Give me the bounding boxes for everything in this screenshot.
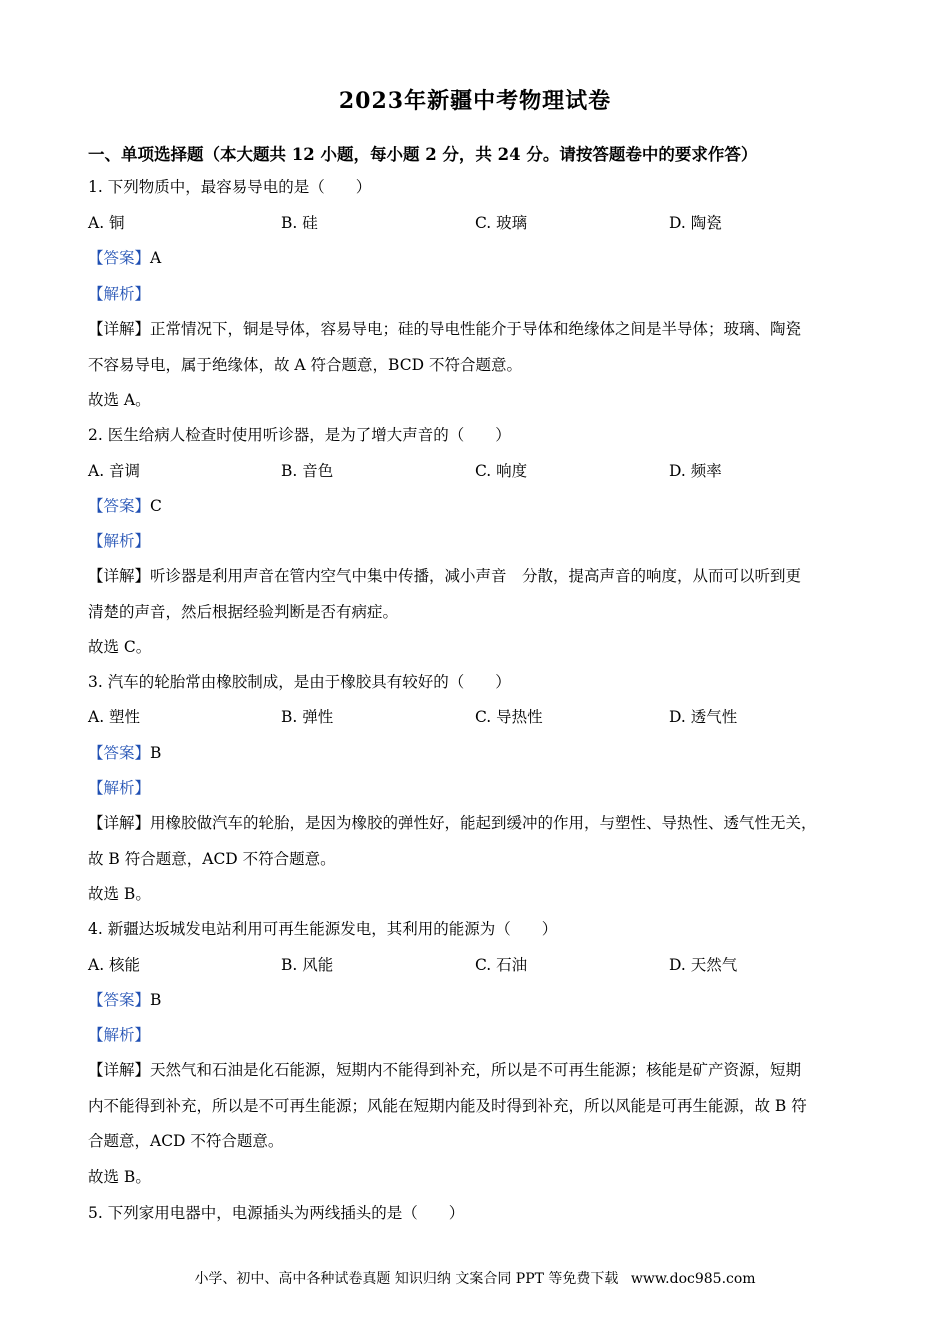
answer-value: C [150, 497, 162, 515]
option-b: B. 硅 [281, 214, 318, 232]
detail-line: 故 B 符合题意，ACD 不符合题意。 [88, 850, 336, 868]
conclusion: 故选 B。 [88, 885, 151, 903]
option-b: B. 弹性 [281, 708, 334, 726]
section-heading: 一、单项选择题（本大题共 12 小题，每小题 2 分，共 24 分。请按答题卷中的要求作答） [88, 145, 758, 164]
analysis-tag: 【解析】 [88, 285, 151, 303]
detail-text: 正常情况下，铜是导体，容易导电；硅的导电性能介于导体和绝缘体之间是半导体；玻璃、陶瓷 [150, 320, 802, 338]
option-d: D. 频率 [669, 462, 722, 480]
answer-value: B [150, 991, 162, 1009]
conclusion: 故选 B。 [88, 1168, 151, 1186]
detail-tag: 【详解】 [88, 320, 151, 338]
question-stem: 4. 新疆达坂城发电站利用可再生能源发电，其利用的能源为（ ） [88, 920, 558, 938]
option-a: A. 音调 [88, 462, 141, 480]
detail-line: 内不能得到补充，所以是不可再生能源；风能在短期内能及时得到补充，所以风能是可再生能源，故 B 符 [88, 1097, 807, 1115]
detail-line [88, 565, 801, 587]
analysis-tag: 【解析】 [88, 779, 151, 797]
option-c: C. 导热性 [475, 708, 543, 726]
detail-line: 清楚的声音，然后根据经验判断是否有病症。 [88, 603, 399, 621]
detail-line: 合题意，ACD 不符合题意。 [88, 1132, 284, 1150]
answer-tag: 【答案】 [88, 249, 151, 267]
answer-line [88, 247, 161, 269]
detail-tag: 【详解】 [88, 814, 151, 832]
option-a: A. 塑性 [88, 708, 141, 726]
question-stem: 3. 汽车的轮胎常由橡胶制成，是由于橡胶具有较好的（ ） [88, 673, 511, 691]
detail-text: 用橡胶做汽车的轮胎，是因为橡胶的弹性好，能起到缓冲的作用，与塑性、导热性、透气性无关， [150, 814, 817, 832]
conclusion: 故选 C。 [88, 638, 152, 656]
question-stem: 1. 下列物质中，最容易导电的是（ ） [88, 178, 372, 196]
page-title: 2023年新疆中考物理试卷 [338, 88, 612, 114]
detail-line [88, 1059, 801, 1081]
footer-url[interactable]: www.doc985.com [630, 1271, 756, 1287]
option-d: D. 天然气 [669, 956, 738, 974]
analysis-tag: 【解析】 [88, 532, 151, 550]
detail-tag: 【详解】 [88, 1061, 151, 1079]
answer-tag: 【答案】 [88, 744, 151, 762]
option-b: B. 音色 [281, 462, 334, 480]
answer-value: B [150, 744, 162, 762]
detail-line [88, 812, 817, 834]
detail-line [88, 318, 801, 340]
option-c: C. 响度 [475, 462, 528, 480]
option-a: A. 核能 [88, 956, 141, 974]
answer-tag: 【答案】 [88, 497, 151, 515]
answer-line [88, 989, 161, 1011]
detail-text: 听诊器是利用声音在管内空气中集中传播，减小声音 分散，提高声音的响度，从而可以听到更 [150, 567, 802, 585]
answer-line [88, 495, 162, 517]
option-d: D. 陶瓷 [669, 214, 722, 232]
footer-text: 小学、初中、高中各种试卷真题 知识归纳 文案合同 PPT 等免费下载 [194, 1271, 619, 1287]
question-stem: 2. 医生给病人检查时使用听诊器，是为了增大声音的（ ） [88, 426, 511, 444]
answer-tag: 【答案】 [88, 991, 151, 1009]
option-c: C. 石油 [475, 956, 528, 974]
answer-value: A [150, 249, 162, 267]
page-footer [0, 1268, 950, 1288]
detail-tag: 【详解】 [88, 567, 151, 585]
option-c: C. 玻璃 [475, 214, 528, 232]
option-a: A. 铜 [88, 214, 125, 232]
answer-line [88, 742, 161, 764]
option-d: D. 透气性 [669, 708, 738, 726]
question-stem: 5. 下列家用电器中，电源插头为两线插头的是（ ） [88, 1204, 465, 1222]
option-b: B. 风能 [281, 956, 334, 974]
analysis-tag: 【解析】 [88, 1026, 151, 1044]
conclusion: 故选 A。 [88, 391, 151, 409]
detail-text: 天然气和石油是化石能源，短期内不能得到补充，所以是不可再生能源；核能是矿产资源，短期 [150, 1061, 802, 1079]
detail-line: 不容易导电，属于绝缘体，故 A 符合题意，BCD 不符合题意。 [88, 356, 522, 374]
